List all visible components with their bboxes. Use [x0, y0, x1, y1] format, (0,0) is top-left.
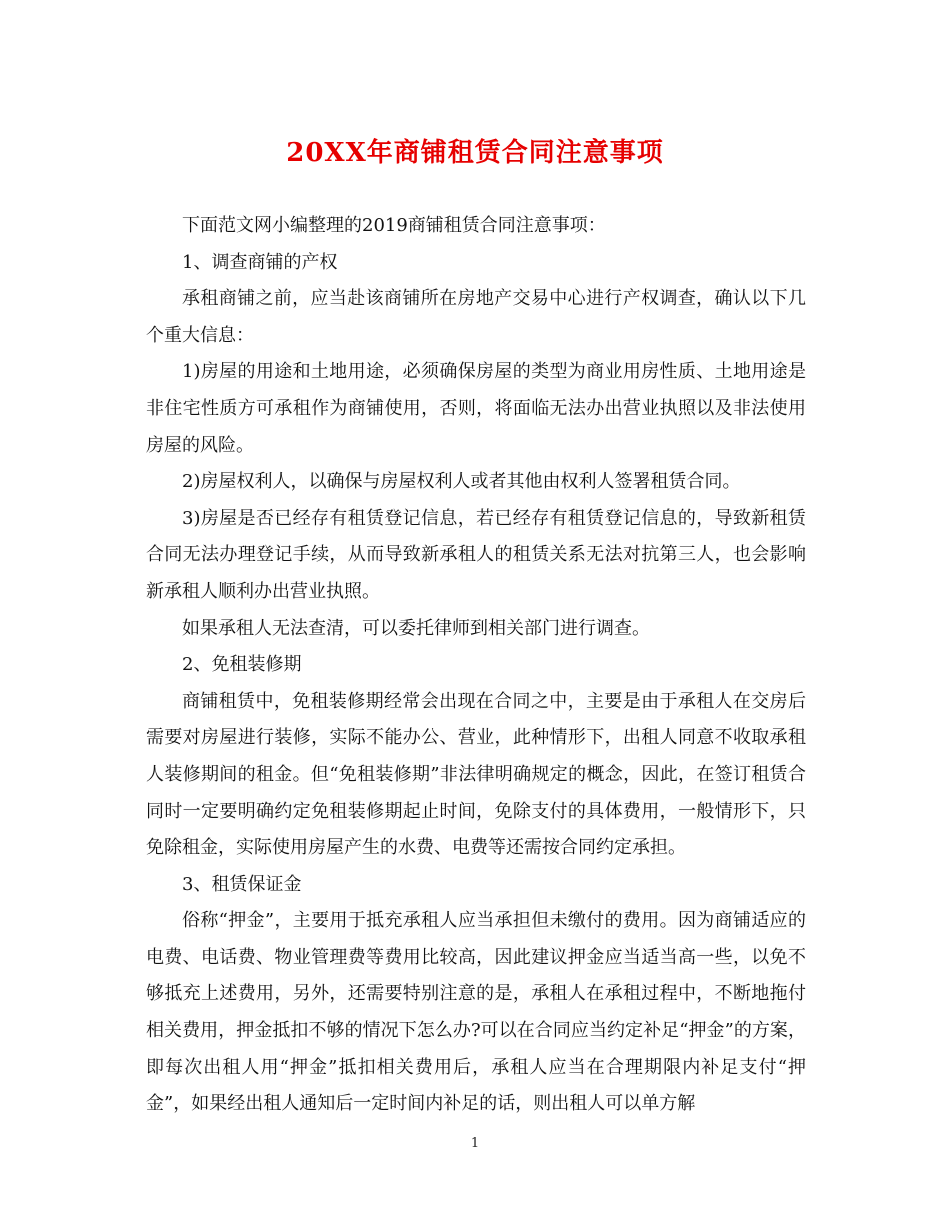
paragraph: 1)房屋的用途和土地用途，必须确保房屋的类型为商业用房性质、土地用途是非住宅性质方可承租作为商铺使用，否则，将面临无法办出营业执照以及非法使用房屋的风险。: [146, 361, 806, 456]
paragraph: 俗称“押金”，主要用于抵充承租人应当承担但未缴付的费用。因为商铺适应的电费、电话费、物业管理费等费用比较高，因此建议押金应当适当高一些，以免不够抵充上述费用，另外，还需要特别注意的是，承租人在承租过程中，不断地拖付相关费用，押金抵扣不够的情况下怎么办?可以在合同应当约定补足“押金”的方案，即每次出租人用“押金”抵扣相关费用后，承租人应当在合理期限内补足支付“押金”，如果经出租人通知后一定时间内补足的话，则出租人可以单方解: [146, 910, 806, 1115]
paragraph-intro: 下面范文网小编整理的2019商铺租赁合同注意事项：: [182, 215, 606, 236]
section-heading-3: 3、租赁保证金: [182, 873, 302, 895]
paragraph: 2)房屋权利人，以确保与房屋权利人或者其他由权利人签署租赁合同。: [182, 471, 741, 493]
document-title: 20XX年商铺租赁合同注意事项: [286, 138, 664, 168]
section-heading-1: 1、调查商铺的产权: [182, 251, 338, 273]
paragraph: 如果承租人无法查清，可以委托律师到相关部门进行调查。: [182, 617, 650, 639]
document-body: [146, 208, 806, 1123]
paragraph: 3)房屋是否已经存有租赁登记信息，若已经存有租赁登记信息的，导致新租赁合同无法办理登记手续，从而导致新承租人的租赁关系无法对抗第三人，也会影响新承租人顺利办出营业执照。: [146, 507, 806, 602]
paragraph: 承租商铺之前，应当赴该商铺所在房地产交易中心进行产权调查，确认以下几个重大信息：: [146, 288, 806, 346]
paragraph: 商铺租赁中，免租装修期经常会出现在合同之中，主要是由于承租人在交房后需要对房屋进行装修，实际不能办公、营业，此种情形下，出租人同意不收取承租人装修期间的租金。但“免租装修期”非法律明确规定的概念，因此，在签订租赁合同时一定要明确约定免租装修期起止时间，免除支付的具体费用，一般情形下，只免除租金，实际使用房屋产生的水费、电费等还需按合同约定承担。: [146, 690, 806, 859]
page-number: 1: [470, 1136, 480, 1151]
section-heading-2: 2、免租装修期: [182, 654, 302, 676]
